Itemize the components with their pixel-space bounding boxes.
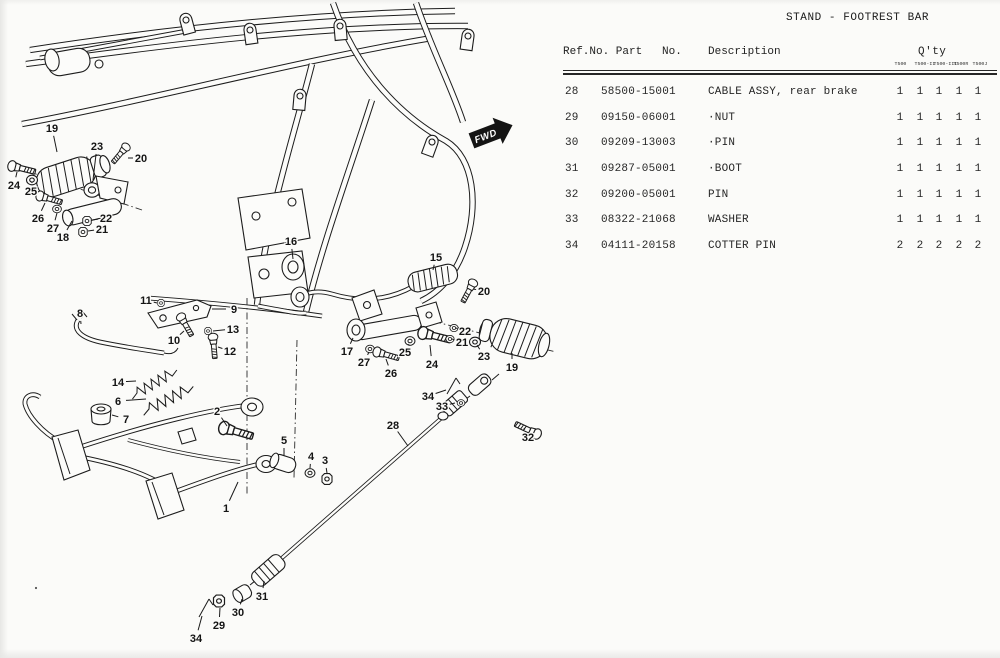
model-col-label: T500-III xyxy=(933,61,958,67)
callout-leader xyxy=(213,330,225,331)
model-col-label: T500R xyxy=(953,61,969,67)
callout-14: 14 xyxy=(111,377,125,389)
cable-boot xyxy=(249,552,287,588)
qty-cell: 1 xyxy=(974,214,982,227)
callout-leader xyxy=(473,289,476,290)
part-no-cell: 04111-20158 xyxy=(601,239,676,252)
qty-cell: 1 xyxy=(896,86,904,98)
description-cell: ·NUT xyxy=(708,111,736,124)
callout-9: 9 xyxy=(230,304,238,316)
table-row xyxy=(563,137,997,151)
callout-19: 19 xyxy=(505,362,519,374)
qty-cell: 2 xyxy=(955,239,963,252)
callout-11: 11 xyxy=(140,295,152,307)
qty-cell: 1 xyxy=(974,162,982,175)
callout-leader xyxy=(219,608,220,617)
qty-cell: 1 xyxy=(935,214,943,227)
qty-cell: 1 xyxy=(955,86,963,98)
callout-leader xyxy=(126,399,146,400)
left-footrest-bar xyxy=(61,197,123,227)
callout-12: 12 xyxy=(223,346,237,358)
callout-5: 5 xyxy=(280,435,288,447)
qty-cell: 1 xyxy=(896,162,904,175)
scan-speck xyxy=(35,587,37,589)
description-cell: PIN xyxy=(708,188,729,201)
qty-cell: 1 xyxy=(935,86,943,98)
stand-pivot-bolt xyxy=(217,420,255,443)
callout-leader xyxy=(386,359,388,365)
part-no-cell: 09209-13003 xyxy=(601,137,676,150)
tube-core xyxy=(174,463,264,492)
col-header-qty: Q'ty xyxy=(918,46,947,58)
callout-1: 1 xyxy=(222,503,230,515)
callout-2: 2 xyxy=(213,406,221,418)
callout-leader xyxy=(229,482,238,501)
callout-32: 32 xyxy=(521,432,535,444)
qty-cell: 1 xyxy=(916,214,924,227)
callout-leader xyxy=(55,213,57,220)
part-no-cell: 09287-05001 xyxy=(601,162,676,175)
callout-19: 19 xyxy=(45,123,59,135)
callout-leader xyxy=(16,172,17,177)
callout-leader xyxy=(398,432,408,446)
callout-20: 20 xyxy=(134,153,148,165)
qty-cell: 1 xyxy=(916,137,924,150)
callout-3: 3 xyxy=(321,455,329,467)
model-col-label: T500 xyxy=(894,61,907,67)
qty-cell: 2 xyxy=(974,239,982,252)
callout-leader xyxy=(430,345,431,356)
part-no-cell: 09200-05001 xyxy=(601,188,676,201)
description-cell: COTTER PIN xyxy=(708,239,777,252)
fwd-label: FWD xyxy=(473,127,499,147)
model-col-label: T500-II xyxy=(914,61,936,67)
qty-cell: 1 xyxy=(974,86,982,98)
pedal-arm-bracket-group xyxy=(72,299,220,358)
callout-leader xyxy=(452,339,454,340)
description-cell: ·BOOT xyxy=(708,162,743,175)
qty-cell: 1 xyxy=(955,111,963,124)
model-col-label: T500J xyxy=(972,61,988,67)
center-stand xyxy=(25,395,276,519)
callout-21: 21 xyxy=(455,337,469,349)
callout-21: 21 xyxy=(95,224,109,236)
table-row xyxy=(563,86,997,100)
qty-cell: 1 xyxy=(896,137,904,150)
callout-leader xyxy=(198,616,202,630)
callout-leader xyxy=(126,381,136,382)
frame-cylinder-mount xyxy=(43,47,103,78)
part-no-cell: 09150-06001 xyxy=(601,111,676,124)
callout-leader xyxy=(112,415,118,417)
callout-leader xyxy=(218,347,222,348)
callout-26: 26 xyxy=(31,213,45,225)
rubber-stopper xyxy=(91,404,111,425)
callout-15: 15 xyxy=(429,252,443,264)
table-row xyxy=(563,189,997,203)
ref-no-cell: 31 xyxy=(565,162,579,175)
callout-leader xyxy=(154,302,157,303)
callout-25: 25 xyxy=(398,347,412,359)
callout-leader xyxy=(88,230,94,231)
ref-no-cell: 34 xyxy=(565,239,579,252)
page-title: STAND - FOOTREST BAR xyxy=(786,12,930,24)
cable-pin xyxy=(231,583,254,604)
callout-13: 13 xyxy=(226,324,240,336)
part-no-cell: 08322-21068 xyxy=(601,214,676,227)
qty-cell: 2 xyxy=(916,239,924,252)
qty-cell: 1 xyxy=(974,188,982,201)
callout-leader xyxy=(41,203,45,211)
qty-cell: 2 xyxy=(896,239,904,252)
callout-10: 10 xyxy=(167,335,181,347)
tube-core xyxy=(306,100,372,312)
description-cell: CABLE ASSY, rear brake xyxy=(708,86,858,98)
callout-leader xyxy=(180,331,184,335)
header-rule-bottom xyxy=(563,73,997,74)
qty-cell: 2 xyxy=(935,239,943,252)
brake-spring xyxy=(128,366,179,401)
qty-cell: 1 xyxy=(955,137,963,150)
qty-cell: 1 xyxy=(955,162,963,175)
callout-23: 23 xyxy=(477,351,491,363)
ref-no-cell: 30 xyxy=(565,137,579,150)
callout-18: 18 xyxy=(56,232,70,244)
callout-6: 6 xyxy=(114,396,122,408)
qty-cell: 1 xyxy=(896,188,904,201)
table-row xyxy=(563,240,997,254)
qty-cell: 1 xyxy=(916,86,924,98)
callout-8: 8 xyxy=(76,308,84,320)
callout-16: 16 xyxy=(284,236,298,248)
description-cell: ·PIN xyxy=(708,137,736,150)
qty-cell: 1 xyxy=(916,111,924,124)
callout-27: 27 xyxy=(357,357,371,369)
qty-cell: 1 xyxy=(955,188,963,201)
tube-core xyxy=(266,414,446,572)
callout-22: 22 xyxy=(99,213,113,225)
callout-leader xyxy=(436,390,446,393)
callout-34: 34 xyxy=(189,633,203,645)
table-row xyxy=(563,214,997,228)
col-header-description: Description xyxy=(708,46,781,58)
callout-30: 30 xyxy=(231,607,245,619)
callout-27: 27 xyxy=(46,223,60,235)
qty-cell: 1 xyxy=(974,111,982,124)
cotter-pin-bottom xyxy=(199,599,213,617)
header-rule-top xyxy=(563,70,997,71)
callout-28: 28 xyxy=(386,420,400,432)
callout-20: 20 xyxy=(477,286,491,298)
callout-26: 26 xyxy=(384,368,398,380)
qty-cell: 1 xyxy=(935,188,943,201)
callout-leader xyxy=(524,428,525,430)
ref-no-cell: 28 xyxy=(565,86,579,98)
qty-cell: 1 xyxy=(896,111,904,124)
qty-cell: 1 xyxy=(916,162,924,175)
fwd-arrow-badge xyxy=(466,112,517,154)
table-row xyxy=(563,163,997,177)
ref-no-cell: 33 xyxy=(565,214,579,227)
qty-cell: 1 xyxy=(916,188,924,201)
qty-cell: 1 xyxy=(935,111,943,124)
callout-31: 31 xyxy=(255,591,269,603)
callout-4: 4 xyxy=(307,451,315,463)
qty-cell: 1 xyxy=(896,214,904,227)
ref-no-cell: 29 xyxy=(565,111,579,124)
part-no-cell: 58500-15001 xyxy=(601,86,676,98)
qty-cell: 1 xyxy=(935,137,943,150)
callout-leader xyxy=(54,136,57,152)
table-row xyxy=(563,112,997,126)
callout-leader xyxy=(326,468,327,473)
callout-24: 24 xyxy=(425,359,439,371)
tube-core xyxy=(416,3,463,122)
callout-24: 24 xyxy=(7,180,21,192)
qty-cell: 1 xyxy=(974,137,982,150)
description-cell: WASHER xyxy=(708,214,749,227)
callout-7: 7 xyxy=(122,414,130,426)
callout-23: 23 xyxy=(90,141,104,153)
qty-cell: 1 xyxy=(935,162,943,175)
callout-25: 25 xyxy=(24,186,38,198)
callout-22: 22 xyxy=(458,326,472,338)
qty-cell: 1 xyxy=(955,214,963,227)
parts-table xyxy=(563,0,997,270)
col-header-ref-part: Ref.No. Part No. xyxy=(563,46,682,58)
callout-34: 34 xyxy=(421,391,435,403)
callout-17: 17 xyxy=(340,346,354,358)
callout-33: 33 xyxy=(435,401,449,413)
ref-no-cell: 32 xyxy=(565,188,579,201)
callout-29: 29 xyxy=(212,620,226,632)
